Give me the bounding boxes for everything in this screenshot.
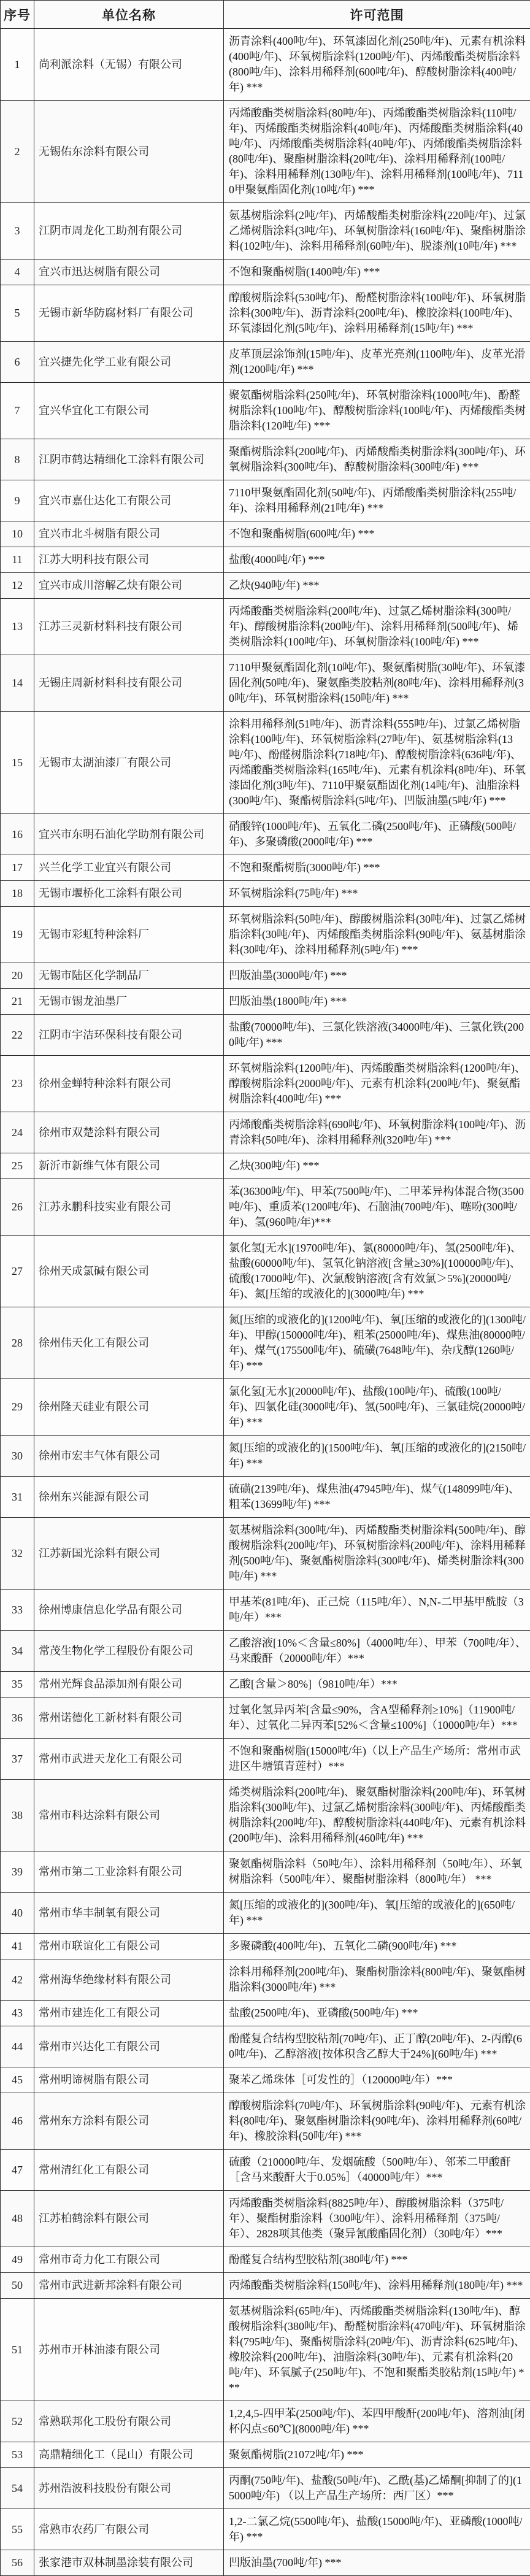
company-name: 江苏永鹏科技实业有限公司 [34,1179,224,1236]
table-row [1,2442,530,2468]
license-scope: 丙烯酸酯类树脂涂料(200吨/年)、过氯乙烯树脂涂料(300吨/年)、醇酸树脂涂料(200吨/年)、涂料用稀释剂(500吨/年)、烯类树脂涂料(100吨/年)、环氧树脂涂料(100吨/年) *** [224,599,530,655]
row-number: 5 [1,285,34,342]
row-number: 10 [1,521,34,547]
license-scope: 聚氨酯树脂(21072吨/年) *** [224,2442,530,2468]
row-number: 7 [1,383,34,439]
company-name: 常州市武进新邦涂料有限公司 [34,2273,224,2299]
row-number: 23 [1,1056,34,1112]
license-scope: 涂料用稀释剂(200吨/年)、聚酯树脂涂料(800吨/年)、聚氨酯树脂涂料(3000吨/年) *** [224,1959,530,2001]
license-scope: 聚苯乙烯珠体［可发性的］（120000吨/年）*** [224,2067,530,2093]
company-name: 徐州天成氯碱有限公司 [34,1236,224,1307]
license-scope: 环氧树脂涂料(1200吨/年)、丙烯酸酯类树脂涂料(1200吨/年)、醇酸树脂涂料(2000吨/年)、元素有机涂料(200吨/年)、聚氨酯树脂涂料(400吨/年) *** [224,1056,530,1112]
company-name: 常州市第二工业涂料有限公司 [34,1851,224,1893]
license-scope: 苯(36300吨/年)、甲苯(7500吨/年)、二甲苯异构体混合物(3500吨/年)、重质苯(1200吨/年)、石脑油(700吨/年)、噻吩(300吨/年)、氢(960吨/年)*** [224,1179,530,1236]
row-number: 27 [1,1236,34,1307]
company-name: 常州光辉食品添加剂有限公司 [34,1672,224,1697]
row-number: 45 [1,2067,34,2093]
row-number: 36 [1,1697,34,1739]
table-row [1,2401,530,2442]
table-row [1,599,530,655]
license-scope: 乙炔(940吨/年) *** [224,573,530,599]
table-row [1,1518,530,1590]
table-row [1,383,530,439]
table-row [1,881,530,907]
row-number: 13 [1,599,34,655]
table-row [1,2026,530,2067]
row-number: 8 [1,439,34,480]
company-name: 常熟联邦化工股份有限公司 [34,2401,224,2442]
row-number: 48 [1,2191,34,2247]
row-number: 24 [1,1112,34,1153]
table-row [1,1477,530,1518]
company-name: 宜兴市迅达树脂有限公司 [34,260,224,285]
license-scope: 氮[压缩的或液化的](1500吨/年)、氧[压缩的或液化的](2150吨/年) *** [224,1436,530,1477]
company-name: 宜兴市东明石油化学助剂有限公司 [34,814,224,855]
license-scope: 沥青涂料(400吨/年)、环氧漆固化剂(250吨/年)、元素有机涂料(400吨/年)、环氧树脂涂料(1200吨/年)、丙烯酸酯类树脂涂料(800吨/年)、涂料用稀释剂(600吨/年)、醇酸树脂涂料(400吨/年) *** [224,29,530,101]
company-name: 常州市奇力化工有限公司 [34,2247,224,2273]
company-name: 常州东方涂料有限公司 [34,2093,224,2150]
company-name: 常熟市农药厂有限公司 [34,2509,224,2550]
row-number: 1 [1,29,34,101]
license-scope: 过氧化氢异丙苯[含量≤90%，含A型稀释剂≥10%]（11900吨/年）、过氧化二异丙苯[52%＜含量≤100%]（10000吨/年）*** [224,1697,530,1739]
row-number: 33 [1,1590,34,1631]
table-body [1,29,530,2576]
company-name: 徐州隆天硅业有限公司 [34,1379,224,1436]
row-number: 31 [1,1477,34,1518]
table-row [1,1179,530,1236]
column-header-no: 序号 [1,1,34,29]
table-row [1,1379,530,1436]
company-name: 江苏三灵新材料科技有限公司 [34,599,224,655]
license-scope: 凹版油墨(1800吨/年) *** [224,989,530,1015]
company-name: 江阴市周龙化工助剂有限公司 [34,203,224,260]
table-row [1,2093,530,2150]
company-name: 江阴市宇洁环保科技有限公司 [34,1015,224,1056]
table-row [1,2247,530,2273]
company-name: 徐州东兴能源有限公司 [34,1477,224,1518]
company-name: 徐州市宏丰气体有限公司 [34,1436,224,1477]
license-scope: 硫酸（210000吨/年、发烟硫酸（500吨/年）、邻苯二甲酸酐［含马来酸酐大于0.05%］（40000吨/年）*** [224,2150,530,2191]
row-number: 28 [1,1307,34,1379]
company-name: 新沂市新维气体有限公司 [34,1153,224,1179]
table-row [1,1307,530,1379]
table-row [1,2468,530,2509]
table-row [1,439,530,480]
license-scope: 丙烯酸酯类树脂涂料(8825吨/年）、醇酸树脂涂料（375吨/年）、聚酯树脂涂料（300吨/年）、涂料用稀释剂（375吨/年）、2828项其他类（聚异氰酸酯固化剂）（30吨/年）*** [224,2191,530,2247]
table-row [1,712,530,814]
license-scope: 氮[压缩的或液化的](1200吨/年)、氧[压缩的或液化的](1300吨/年)、甲醇(150000吨/年)、粗苯(25000吨/年)、煤焦油(80000吨/年)、煤气(175500吨/年)、硫磺(7648吨/年)、杂戊醇(1260吨/年) *** [224,1307,530,1379]
company-name: 常州市兴达化工有限公司 [34,2026,224,2067]
license-scope: 不饱和聚酯树脂(1400吨/年) *** [224,260,530,285]
company-name: 常州市华丰制氧有限公司 [34,1893,224,1934]
row-number: 54 [1,2468,34,2509]
company-name: 江阴市鹤达精细化工涂料有限公司 [34,439,224,480]
table-row [1,29,530,101]
company-name: 常州市武进天龙化工有限公司 [34,1739,224,1780]
table-row [1,2550,530,2576]
table-row [1,1112,530,1153]
company-name: 常州清红化工有限公司 [34,2150,224,2191]
table-row [1,2001,530,2026]
license-scope: 乙酸溶液[10%＜含量≤80%]（4000吨/年）、甲苯（700吨/年）、马来酸酐（20000吨/年）*** [224,1631,530,1672]
company-name: 无锡庄周新材料科技有限公司 [34,655,224,712]
row-number: 37 [1,1739,34,1780]
license-scope: 丙烯酸酯类树脂涂料(690吨/年)、环氧树脂涂料(100吨/年)、沥青涂料(50吨/年)、涂料用稀释剂(320吨/年) *** [224,1112,530,1153]
row-number: 46 [1,2093,34,2150]
license-scope: 环氧树脂涂料(75吨/年) *** [224,881,530,907]
company-name: 张家港市双林制墨涂装有限公司 [34,2550,224,2576]
license-scope: 醇酸树脂涂料(530吨/年)、酚醛树脂涂料(100吨/年)、环氧树脂涂料(300吨/年)、沥青涂料(200吨/年)、橡胶涂料(100吨/年)、环氧漆固化剂(5吨/年)、涂料用稀释剂(15吨/年) *** [224,285,530,342]
row-number: 18 [1,881,34,907]
row-number: 4 [1,260,34,285]
table-row [1,260,530,285]
row-number: 40 [1,1893,34,1934]
table-row [1,1236,530,1307]
license-scope: 氨基树脂涂料(65吨/年)、丙烯酸酯类树脂涂料(130吨/年)、醇酸树脂涂料(380吨/年)、酚醛树脂涂料(470吨/年)、环氧树脂涂料(795吨/年)、聚酯树脂涂料(20吨/年)、沥青涂料(625吨/年)、橡胶涂料(200吨/年)、油脂涂料(30吨/年)、元素有机涂料(20吨/年)、环氧腻子(250吨/年)、不饱和聚酯类胶粘剂(15吨/年) *** [224,2299,530,2401]
license-scope: 聚氨酯树脂涂料(250吨/年)、环氧树脂涂料(1000吨/年)、酚醛树脂涂料(100吨/年)、醇酸树脂涂料(100吨/年)、丙烯酸酯类树脂涂料(120吨/年) *** [224,383,530,439]
table-row [1,1959,530,2001]
license-scope: 1,2-二氯乙烷(5500吨/年)、盐酸(15000吨/年)、亚磷酸(1000吨/年) *** [224,2509,530,2550]
table-row [1,1672,530,1697]
header-row [1,1,530,29]
row-number: 51 [1,2299,34,2401]
table-row [1,2150,530,2191]
license-scope: 氯化氢[无水](19700吨/年)、氯(80000吨/年)、氢(2500吨/年)、盐酸(60000吨/年)、氢氧化钠溶液[含量≥30%](100000吨/年)、硫酸(17000吨/年)、次氯酸钠溶液[含有效氯＞5%](20000吨/年)、氮[压缩的或液化的](3000吨/年) *** [224,1236,530,1307]
license-scope: 丙酮(750吨/年)、盐酸(50吨/年)、乙酰(基)乙烯酮[抑制了的](15000吨/年) （以上产品生产场所：西厂区）*** [224,2468,530,2509]
row-number: 32 [1,1518,34,1590]
table-row [1,907,530,963]
company-name: 无锡市锡龙油墨厂 [34,989,224,1015]
license-scope: 甲基苯(81吨/年)、正己烷（115吨/年）、N,N-二甲基甲酰胺（3吨/年）*** [224,1590,530,1631]
license-scope: 多聚磷酸(400吨/年)、五氧化二磷(900吨/年) *** [224,1934,530,1959]
table-row [1,547,530,573]
table-row [1,2273,530,2299]
company-name: 徐州伟天化工有限公司 [34,1307,224,1379]
company-name: 无锡佑东涂料有限公司 [34,101,224,203]
license-scope: 聚氨酯树脂涂料（50吨/年）、涂料用稀释剂（50吨/年）、环氧树脂涂料（500吨/年）、聚酯树脂涂料（800吨/年） *** [224,1851,530,1893]
license-scope: 氨基树脂涂料(2吨/年)、丙烯酸酯类树脂涂料(220吨/年)、过氯乙烯树脂涂料(3吨/年)、环氧树脂涂料(160吨/年)、聚酯树脂涂料(102吨/年)、涂料用稀释剂(60吨/年)、脱漆剂(10吨/年) *** [224,203,530,260]
license-scope: 盐酸(70000吨/年)、三氯化铁溶液(34000吨/年)、三氯化铁(2000吨/年) *** [224,1015,530,1056]
company-name: 徐州金蝉特种涂料有限公司 [34,1056,224,1112]
table-row [1,989,530,1015]
table-row [1,1739,530,1780]
license-scope: 环氧树脂涂料(50吨/年)、醇酸树脂涂料(30吨/年)、过氯乙烯树脂涂料(30吨/年)、丙烯酸酯类树脂涂料(90吨/年)、氨基树脂涂料(30吨/年)、涂料用稀释剂(5吨/年) *** [224,907,530,963]
license-scope: 氯化氢[无水](20000吨/年)、盐酸(100吨/年)、硫酸(100吨/年)、四氯化硅(3000吨/年)、氢(500吨/年)、三氯硅烷(20000吨/年) *** [224,1379,530,1436]
table-row [1,655,530,712]
row-number: 9 [1,480,34,521]
company-name: 无锡市新华防腐材料厂有限公司 [34,285,224,342]
row-number: 15 [1,712,34,814]
company-name: 宜兴市嘉仕达化工有限公司 [34,480,224,521]
table-row [1,855,530,881]
license-scope: 硫磺(2139吨/年)、煤焦油(47945吨/年)、煤气(148099吨/年)、粗苯(13699吨/年) *** [224,1477,530,1518]
row-number: 6 [1,342,34,383]
row-number: 21 [1,989,34,1015]
company-name: 无锡市堰桥化工涂料有限公司 [34,881,224,907]
license-scope: 丙烯酸酯类树脂涂料(80吨/年)、丙烯酸酯类树脂涂料(110吨/年)、丙烯酸酯类树脂涂料(40吨/年)、丙烯酸酯类树脂涂料(40吨/年)、丙烯酸酯类树脂涂料(40吨/年)、丙烯酸酯类树脂涂料(80吨/年)、聚酯树脂涂料(20吨/年)、涂料用稀释剂(100吨/年)、涂料用稀释剂(130吨/年)、涂料用稀释剂(100吨/年)、7110甲聚氨酯固化剂(10吨/年) *** [224,101,530,203]
table-row [1,963,530,989]
row-number: 29 [1,1379,34,1436]
table-row [1,2067,530,2093]
table-row [1,1780,530,1851]
table-row [1,285,530,342]
license-scope: 不饱和聚酯树脂(15000吨/年)（以上产品生产场所：常州市武进区牛塘镇青莲村）*** [224,1739,530,1780]
table-row [1,1934,530,1959]
row-number: 17 [1,855,34,881]
row-number: 26 [1,1179,34,1236]
table-row [1,2191,530,2247]
table-row [1,1893,530,1934]
company-name: 苏州市开林油漆有限公司 [34,2299,224,2401]
license-scope: 酚醛复合结构型胶粘剂(70吨/年)、正丁醇(20吨/年)、2-丙醇(60吨/年)、乙醇溶液[按体积含乙醇大于24%](60吨/年) *** [224,2026,530,2067]
row-number: 30 [1,1436,34,1477]
row-number: 35 [1,1672,34,1697]
row-number: 16 [1,814,34,855]
table-row [1,1153,530,1179]
license-scope: 酚醛复合结构型胶粘剂(380吨/年) *** [224,2247,530,2273]
table-row [1,1631,530,1672]
table-row [1,521,530,547]
license-scope: 涂料用稀释剂(51吨/年)、沥青涂料(555吨/年)、过氯乙烯树脂涂料(100吨/年)、环氧树脂涂料(27吨/年)、氨基树脂涂料(13吨/年)、酚醛树脂涂料(718吨/年)、醇酸树脂涂料(636吨/年)、丙烯酸酯类树脂涂料(165吨/年)、元素有机涂料(8吨/年)、环氧漆固化剂(3吨/年)、7110甲聚氨酯固化剂(14吨/年)、油脂涂料(300吨/年)、聚酯树脂涂料(5吨/年)、凹版油墨(5吨/年) *** [224,712,530,814]
company-name: 江苏新国光涂料有限公司 [34,1518,224,1590]
row-number: 52 [1,2401,34,2442]
company-name: 宜兴市北斗树脂有限公司 [34,521,224,547]
company-name: 常州诺德化工新材料有限公司 [34,1697,224,1739]
license-scope: 盐酸(4000吨/年) *** [224,547,530,573]
company-name: 常州明谛树脂有限公司 [34,2067,224,2093]
company-name: 无锡市彩虹特种涂料厂 [34,907,224,963]
license-scope: 烯类树脂涂料(200吨/年)、聚氨酯树脂涂料(200吨/年)、环氧树脂涂料(300吨/年)、过氯乙烯树脂涂料(300吨/年)、丙烯酸酯类树脂涂料(200吨/年)、醇酸树脂涂料(440吨/年)、元素有机涂料(200吨/年)、涂料用稀释剂(460吨/年) *** [224,1780,530,1851]
company-name: 江苏大明科技有限公司 [34,547,224,573]
table-row [1,1436,530,1477]
company-name: 宜兴华宜化工有限公司 [34,383,224,439]
company-name: 常州市联谊化工有限公司 [34,1934,224,1959]
row-number: 38 [1,1780,34,1851]
license-scope: 氨基树脂涂料(300吨/年)、丙烯酸酯类树脂涂料(500吨/年)、醇酸树脂涂料(200吨/年)、环氧树脂涂料(200吨/年)、涂料用稀释剂(500吨/年)、聚氨酯树脂涂料(300吨/年)、烯类树脂涂料(300吨/年) *** [224,1518,530,1590]
license-scope: 乙酸[含量＞80%]（9810吨/年）*** [224,1672,530,1697]
table-row [1,2509,530,2550]
license-scope: 1,2,4,5-四甲苯(2500吨/年)、苯四甲酸酐(200吨/年)、溶剂油[闭杯闪点≤60℃](8000吨/年) *** [224,2401,530,2442]
company-name: 宜兴市成川溶解乙炔有限公司 [34,573,224,599]
table-row [1,1697,530,1739]
table-row [1,2299,530,2401]
column-header-name: 单位名称 [34,1,224,29]
company-name: 常州海华绝缘材料有限公司 [34,1959,224,2001]
license-scope: 不饱和聚酯树脂(3000吨/年) *** [224,855,530,881]
license-scope: 氮[压缩的或液化的](300吨/年)、氧[压缩的或液化的](650吨/年) *** [224,1893,530,1934]
row-number: 41 [1,1934,34,1959]
column-header-scope: 许可范围 [224,1,530,29]
table-row [1,101,530,203]
company-name: 徐州市双楚涂料有限公司 [34,1112,224,1153]
license-scope: 聚酯树脂涂料(200吨/年)、丙烯酸酯类树脂涂料(300吨/年)、环氧树脂涂料(300吨/年)、醇酸树脂涂料(300吨/年) *** [224,439,530,480]
table-row [1,1015,530,1056]
company-name: 兴兰化学工业宜兴有限公司 [34,855,224,881]
license-scope: 不饱和聚酯树脂(600吨/年) *** [224,521,530,547]
license-scope: 丙烯酸酯类树脂涂料(150吨/年)、涂料用稀释剂(180吨/年) *** [224,2273,530,2299]
row-number: 42 [1,1959,34,2001]
company-name: 宜兴捷先化学工业有限公司 [34,342,224,383]
row-number: 20 [1,963,34,989]
company-name: 常州市科达涂料有限公司 [34,1780,224,1851]
table-row [1,203,530,260]
table-row [1,573,530,599]
company-name: 苏州浩波科技股份有限公司 [34,2468,224,2509]
company-name: 徐州博康信息化学品有限公司 [34,1590,224,1631]
company-name: 无锡市陆区化学制品厂 [34,963,224,989]
row-number: 11 [1,547,34,573]
row-number: 43 [1,2001,34,2026]
row-number: 19 [1,907,34,963]
table-row [1,342,530,383]
table-row [1,1590,530,1631]
row-number: 44 [1,2026,34,2067]
row-number: 25 [1,1153,34,1179]
table-row [1,1851,530,1893]
license-scope: 凹版油墨(3000吨/年) *** [224,963,530,989]
row-number: 34 [1,1631,34,1672]
row-number: 53 [1,2442,34,2468]
license-scope: 7110甲聚氨酯固化剂(10吨/年)、聚氨酯树脂(30吨/年)、环氧漆固化剂(50吨/年)、聚氨酯类胶粘剂(80吨/年)、涂料用稀释剂(30吨/年)、环氧树脂涂料(150吨/年) *** [224,655,530,712]
row-number: 47 [1,2150,34,2191]
row-number: 55 [1,2509,34,2550]
row-number: 39 [1,1851,34,1893]
table-row [1,814,530,855]
row-number: 50 [1,2273,34,2299]
row-number: 14 [1,655,34,712]
row-number: 56 [1,2550,34,2576]
license-scope: 皮革顶层涂饰剂(15吨/年)、皮革光亮剂(1100吨/年)、皮革光滑剂(1200吨/年) *** [224,342,530,383]
table-header [1,1,530,29]
license-scope: 乙炔(300吨/年) *** [224,1153,530,1179]
table-row [1,1056,530,1112]
license-scope: 盐酸(2500吨/年)、亚磷酸(500吨/年) *** [224,2001,530,2026]
company-name: 高鼎精细化工（昆山）有限公司 [34,2442,224,2468]
row-number: 3 [1,203,34,260]
table-row [1,480,530,521]
row-number: 2 [1,101,34,203]
license-scope: 醇酸树脂涂料(70吨/年)、环氧树脂涂料(90吨/年)、元素有机涂料(80吨/年)、聚氨酯树脂涂料(90吨/年)、涂料用稀释剂(60吨/年)、橡胶涂料(50吨/年) *** [224,2093,530,2150]
license-scope: 硝酸锌(1000吨/年)、五氧化二磷(2500吨/年)、正磷酸(500吨/年)、多聚磷酸(2000吨/年) *** [224,814,530,855]
row-number: 12 [1,573,34,599]
company-name: 常州市建连化工有限公司 [34,2001,224,2026]
row-number: 49 [1,2247,34,2273]
company-name: 尚利派涂料（无锡）有限公司 [34,29,224,101]
company-name: 江苏柏鹤涂料有限公司 [34,2191,224,2247]
license-scope: 7110甲聚氨酯固化剂(50吨/年)、丙烯酸酯类树脂涂料(255吨/年)、涂料用稀释剂(21吨/年) *** [224,480,530,521]
company-name: 常茂生物化学工程股份有限公司 [34,1631,224,1672]
row-number: 22 [1,1015,34,1056]
company-name: 无锡市太湖油漆厂有限公司 [34,712,224,814]
license-scope: 凹版油墨(700吨/年) *** [224,2550,530,2576]
